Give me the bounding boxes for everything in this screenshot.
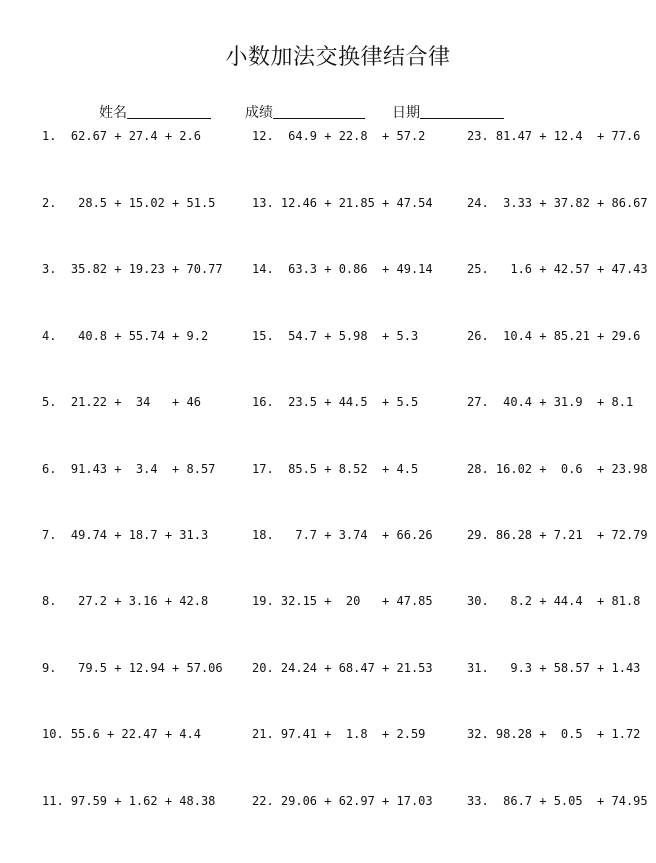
name-field <box>99 102 211 122</box>
problem-item: 13. 12.46 + 21.85 + 47.54 <box>252 196 433 210</box>
date-field <box>392 102 504 122</box>
problem-item: 9. 79.5 + 12.94 + 57.06 <box>42 661 223 675</box>
score-label: 成绩 <box>245 105 273 121</box>
problem-item: 17. 85.5 + 8.52 + 4.5 <box>252 462 419 476</box>
problem-item: 2. 28.5 + 15.02 + 51.5 <box>42 196 216 210</box>
date-blank-line[interactable] <box>420 103 504 119</box>
page-title: 小数加法交换律结合律 <box>225 45 451 70</box>
problem-item: 33. 86.7 + 5.05 + 74.95 <box>467 794 648 808</box>
problem-item: 27. 40.4 + 31.9 + 8.1 <box>467 395 634 409</box>
name-blank-line[interactable] <box>127 103 211 119</box>
problem-item: 28. 16.02 + 0.6 + 23.98 <box>467 462 648 476</box>
problem-item: 23. 81.47 + 12.4 + 77.6 <box>467 129 641 143</box>
problem-item: 14. 63.3 + 0.86 + 49.14 <box>252 262 433 276</box>
score-field <box>245 102 365 122</box>
problem-item: 21. 97.41 + 1.8 + 2.59 <box>252 727 426 741</box>
problem-item: 24. 3.33 + 37.82 + 86.67 <box>467 196 648 210</box>
problem-item: 25. 1.6 + 42.57 + 47.43 <box>467 262 648 276</box>
problem-item: 5. 21.22 + 34 + 46 <box>42 395 201 409</box>
problem-item: 32. 98.28 + 0.5 + 1.72 <box>467 727 641 741</box>
problem-item: 1. 62.67 + 27.4 + 2.6 <box>42 129 201 143</box>
problem-item: 4. 40.8 + 55.74 + 9.2 <box>42 329 209 343</box>
problem-item: 16. 23.5 + 44.5 + 5.5 <box>252 395 419 409</box>
problem-item: 30. 8.2 + 44.4 + 81.8 <box>467 594 641 608</box>
problem-item: 18. 7.7 + 3.74 + 66.26 <box>252 528 433 542</box>
problem-item: 19. 32.15 + 20 + 47.85 <box>252 594 433 608</box>
problem-item: 7. 49.74 + 18.7 + 31.3 <box>42 528 209 542</box>
problem-item: 26. 10.4 + 85.21 + 29.6 <box>467 329 641 343</box>
problem-item: 3. 35.82 + 19.23 + 70.77 <box>42 262 223 276</box>
problem-item: 8. 27.2 + 3.16 + 42.8 <box>42 594 209 608</box>
problem-item: 15. 54.7 + 5.98 + 5.3 <box>252 329 419 343</box>
problem-item: 6. 91.43 + 3.4 + 8.57 <box>42 462 216 476</box>
problem-item: 10. 55.6 + 22.47 + 4.4 <box>42 727 201 741</box>
problem-item: 22. 29.06 + 62.97 + 17.03 <box>252 794 433 808</box>
score-blank-line[interactable] <box>273 103 365 119</box>
problem-item: 29. 86.28 + 7.21 + 72.79 <box>467 528 648 542</box>
problem-item: 20. 24.24 + 68.47 + 21.53 <box>252 661 433 675</box>
problem-item: 12. 64.9 + 22.8 + 57.2 <box>252 129 426 143</box>
problem-item: 31. 9.3 + 58.57 + 1.43 <box>467 661 641 675</box>
problem-item: 11. 97.59 + 1.62 + 48.38 <box>42 794 216 808</box>
date-label: 日期 <box>392 105 420 121</box>
name-label: 姓名 <box>99 105 127 121</box>
